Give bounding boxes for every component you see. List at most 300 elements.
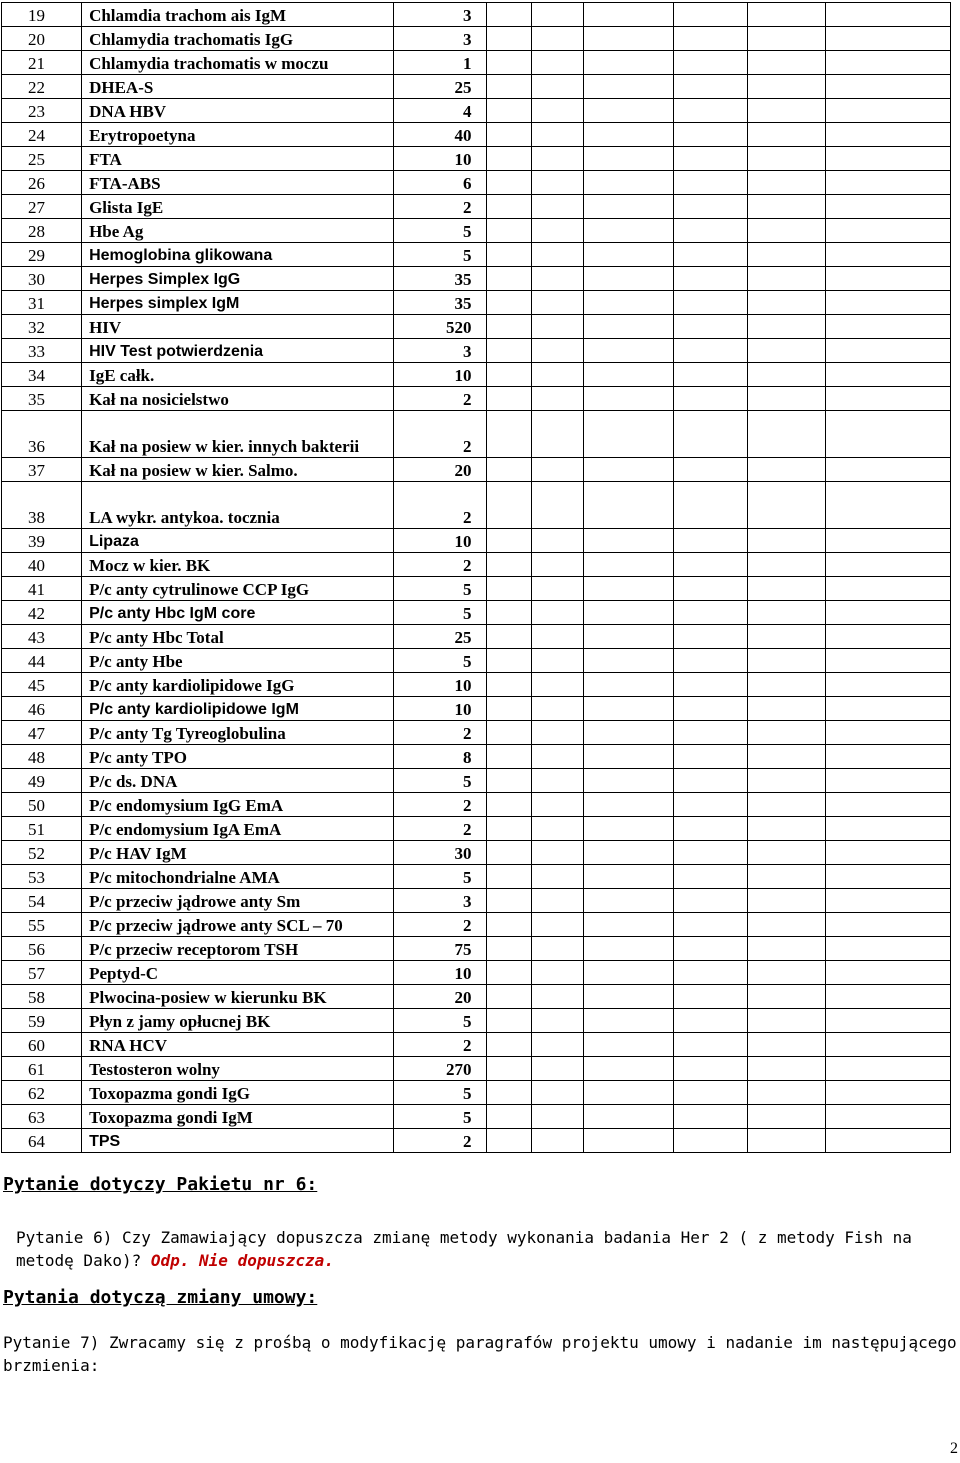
row-number: 50 [2,793,82,817]
test-quantity: 5 [394,1009,486,1033]
empty-cell [747,841,825,865]
empty-cell [486,1129,531,1153]
empty-cell [583,1033,673,1057]
test-name: Erytropoetyna [82,123,394,147]
empty-cell [747,865,825,889]
empty-cell [486,553,531,577]
test-quantity: 5 [394,601,486,625]
test-name: Toxopazma gondi IgM [82,1105,394,1129]
empty-cell [486,27,531,51]
row-number: 22 [2,75,82,99]
table-row [2,315,951,339]
empty-cell [583,1129,673,1153]
table-row [2,649,951,673]
empty-cell [486,123,531,147]
test-quantity: 40 [394,123,486,147]
test-quantity: 2 [394,387,486,411]
row-number: 32 [2,315,82,339]
empty-cell [747,3,825,27]
empty-cell [747,793,825,817]
table-row [2,1009,951,1033]
empty-cell [583,769,673,793]
test-name: Chlamydia trachomatis w moczu [82,51,394,75]
empty-cell [673,27,747,51]
row-number: 46 [2,697,82,721]
empty-cell [486,99,531,123]
table-row [2,3,951,27]
empty-cell [583,961,673,985]
empty-cell [486,195,531,219]
empty-cell [486,577,531,601]
empty-cell [583,697,673,721]
row-number: 37 [2,458,82,482]
test-name: Kał na nosicielstwo [82,387,394,411]
test-quantity: 10 [394,961,486,985]
empty-cell [673,411,747,458]
empty-cell [486,745,531,769]
empty-cell [486,913,531,937]
test-name: Hemoglobina glikowana [82,243,394,267]
empty-cell [531,553,583,577]
test-quantity: 5 [394,649,486,673]
empty-cell [673,3,747,27]
empty-cell [486,482,531,529]
table-row [2,937,951,961]
test-name: P/c ds. DNA [82,769,394,793]
row-number: 63 [2,1105,82,1129]
empty-cell [486,793,531,817]
empty-cell [673,985,747,1009]
empty-cell [531,315,583,339]
table-row [2,1081,951,1105]
empty-cell [673,458,747,482]
table-row [2,961,951,985]
table-row [2,1057,951,1081]
empty-cell [583,75,673,99]
table-row [2,769,951,793]
empty-cell [747,1033,825,1057]
test-quantity: 2 [394,411,486,458]
empty-cell [825,745,950,769]
table-row [2,553,951,577]
row-number: 40 [2,553,82,577]
row-number: 30 [2,267,82,291]
empty-cell [825,51,950,75]
empty-cell [673,195,747,219]
test-quantity: 10 [394,673,486,697]
row-number: 41 [2,577,82,601]
test-quantity: 3 [394,27,486,51]
test-quantity: 25 [394,75,486,99]
empty-cell [583,529,673,553]
empty-cell [825,387,950,411]
empty-cell [825,147,950,171]
empty-cell [486,51,531,75]
empty-cell [747,649,825,673]
table-row [2,411,951,458]
empty-cell [673,1081,747,1105]
table-row [2,817,951,841]
empty-cell [825,243,950,267]
empty-cell [673,817,747,841]
table-row [2,147,951,171]
empty-cell [673,123,747,147]
empty-cell [747,411,825,458]
empty-cell [583,147,673,171]
empty-cell [747,697,825,721]
test-quantity: 20 [394,985,486,1009]
empty-cell [673,387,747,411]
test-quantity: 10 [394,147,486,171]
empty-cell [747,769,825,793]
empty-cell [825,1057,950,1081]
empty-cell [531,817,583,841]
empty-cell [747,27,825,51]
empty-cell [486,625,531,649]
empty-cell [673,339,747,363]
empty-cell [673,482,747,529]
table-row [2,482,951,529]
empty-cell [531,649,583,673]
empty-cell [747,889,825,913]
test-quantity: 10 [394,697,486,721]
empty-cell [673,913,747,937]
section-heading-package-6: Pytanie dotyczy Pakietu nr 6: [3,1174,318,1195]
empty-cell [825,937,950,961]
empty-cell [747,817,825,841]
test-name: TPS [82,1129,394,1153]
empty-cell [531,769,583,793]
empty-cell [825,195,950,219]
question-6-answer: Odp. Nie dopuszcza. [150,1251,334,1270]
table-row [2,267,951,291]
empty-cell [583,27,673,51]
empty-cell [531,219,583,243]
empty-cell [825,267,950,291]
test-name: Chlamydia trachomatis IgG [82,27,394,51]
table-row [2,387,951,411]
table-row [2,673,951,697]
test-name: Hbe Ag [82,219,394,243]
empty-cell [673,865,747,889]
empty-cell [747,75,825,99]
empty-cell [531,387,583,411]
table-row [2,99,951,123]
empty-cell [531,721,583,745]
empty-cell [825,793,950,817]
empty-cell [825,1033,950,1057]
empty-cell [486,673,531,697]
table-row [2,577,951,601]
empty-cell [531,51,583,75]
test-name: HIV Test potwierdzenia [82,339,394,363]
test-name: Herpes Simplex IgG [82,267,394,291]
empty-cell [825,315,950,339]
test-quantity: 1 [394,51,486,75]
test-quantity: 2 [394,1129,486,1153]
empty-cell [825,913,950,937]
empty-cell [747,1129,825,1153]
empty-cell [486,601,531,625]
test-quantity: 30 [394,841,486,865]
empty-cell [747,387,825,411]
row-number: 60 [2,1033,82,1057]
test-name: P/c anty kardiolipidowe IgM [82,697,394,721]
test-quantity: 5 [394,769,486,793]
question-7-text: Pytanie 7) Zwracamy się z prośbą o modyfikację paragrafów projektu umowy i nadanie im następującego brzmienia: [3,1333,957,1375]
empty-cell [486,219,531,243]
empty-cell [531,1033,583,1057]
empty-cell [583,817,673,841]
empty-cell [531,529,583,553]
table-row [2,697,951,721]
row-number: 48 [2,745,82,769]
test-quantity: 5 [394,219,486,243]
empty-cell [531,1105,583,1129]
empty-cell [486,411,531,458]
empty-cell [531,123,583,147]
empty-cell [583,913,673,937]
test-name: IgE całk. [82,363,394,387]
test-name: Plwocina-posiew w kierunku BK [82,985,394,1009]
empty-cell [825,601,950,625]
row-number: 20 [2,27,82,51]
empty-cell [531,363,583,387]
test-name: P/c przeciw jądrowe anty Sm [82,889,394,913]
row-number: 61 [2,1057,82,1081]
test-quantity: 520 [394,315,486,339]
row-number: 59 [2,1009,82,1033]
test-name: Herpes simplex IgM [82,291,394,315]
row-number: 53 [2,865,82,889]
empty-cell [747,625,825,649]
empty-cell [583,411,673,458]
test-name: LA wykr. antykoa. tocznia [82,482,394,529]
test-quantity: 75 [394,937,486,961]
empty-cell [486,363,531,387]
empty-cell [673,697,747,721]
test-name: FTA-ABS [82,171,394,195]
row-number: 55 [2,913,82,937]
empty-cell [531,577,583,601]
empty-cell [486,267,531,291]
row-number: 47 [2,721,82,745]
empty-cell [825,529,950,553]
table-row [2,1129,951,1153]
empty-cell [486,649,531,673]
empty-cell [747,123,825,147]
empty-cell [673,961,747,985]
empty-cell [486,889,531,913]
table-row [2,841,951,865]
empty-cell [583,601,673,625]
empty-cell [486,1081,531,1105]
row-number: 25 [2,147,82,171]
empty-cell [486,961,531,985]
empty-cell [825,1129,950,1153]
empty-cell [747,219,825,243]
table-row [2,291,951,315]
table-row [2,529,951,553]
empty-cell [825,1081,950,1105]
empty-cell [583,1105,673,1129]
empty-cell [531,697,583,721]
empty-cell [673,171,747,195]
empty-cell [747,985,825,1009]
empty-cell [531,937,583,961]
row-number: 42 [2,601,82,625]
table-row [2,625,951,649]
empty-cell [825,482,950,529]
test-quantity: 5 [394,1081,486,1105]
empty-cell [825,769,950,793]
table-row [2,601,951,625]
empty-cell [531,339,583,363]
test-name: RNA HCV [82,1033,394,1057]
empty-cell [825,123,950,147]
empty-cell [583,889,673,913]
empty-cell [531,147,583,171]
empty-cell [531,985,583,1009]
test-quantity: 2 [394,913,486,937]
test-quantity: 5 [394,1105,486,1129]
empty-cell [673,625,747,649]
empty-cell [673,291,747,315]
empty-cell [747,482,825,529]
empty-cell [486,817,531,841]
empty-cell [486,3,531,27]
empty-cell [531,865,583,889]
empty-cell [747,601,825,625]
table-row [2,219,951,243]
empty-cell [583,793,673,817]
table-row [2,721,951,745]
empty-cell [747,243,825,267]
test-quantity: 2 [394,1033,486,1057]
empty-cell [747,291,825,315]
empty-cell [583,243,673,267]
empty-cell [673,1057,747,1081]
empty-cell [747,315,825,339]
empty-cell [583,458,673,482]
test-name: Płyn z jamy opłucnej BK [82,1009,394,1033]
test-quantity: 270 [394,1057,486,1081]
empty-cell [673,577,747,601]
empty-cell [747,529,825,553]
empty-cell [747,673,825,697]
test-quantity: 3 [394,889,486,913]
empty-cell [825,171,950,195]
test-quantity: 2 [394,793,486,817]
row-number: 27 [2,195,82,219]
empty-cell [583,482,673,529]
empty-cell [531,793,583,817]
test-quantity: 10 [394,363,486,387]
page-number: 2 [950,1440,958,1457]
empty-cell [825,339,950,363]
empty-cell [673,673,747,697]
empty-cell [531,458,583,482]
row-number: 23 [2,99,82,123]
empty-cell [747,1057,825,1081]
row-number: 34 [2,363,82,387]
empty-cell [673,937,747,961]
empty-cell [673,75,747,99]
empty-cell [825,99,950,123]
empty-cell [531,1081,583,1105]
empty-cell [825,865,950,889]
test-name: DHEA-S [82,75,394,99]
row-number: 57 [2,961,82,985]
test-quantity: 2 [394,195,486,219]
empty-cell [583,387,673,411]
test-quantity: 35 [394,291,486,315]
empty-cell [486,1105,531,1129]
test-name: Peptyd-C [82,961,394,985]
empty-cell [486,865,531,889]
empty-cell [531,889,583,913]
question-6-text: Pytanie 6) Czy Zamawiający dopuszcza zmianę metody wykonania badania Her 2 ( z metody Fish na metodę Dako)? [16,1228,912,1270]
row-number: 33 [2,339,82,363]
empty-cell [747,147,825,171]
empty-cell [673,1033,747,1057]
test-quantity: 6 [394,171,486,195]
empty-cell [747,937,825,961]
row-number: 64 [2,1129,82,1153]
section-heading-contract-changes: Pytania dotyczą zmiany umowy: [3,1287,318,1308]
test-quantity: 8 [394,745,486,769]
test-name: Kał na posiew w kier. Salmo. [82,458,394,482]
row-number: 31 [2,291,82,315]
test-quantity: 10 [394,529,486,553]
test-quantity: 4 [394,99,486,123]
test-name: P/c anty cytrulinowe CCP IgG [82,577,394,601]
empty-cell [747,51,825,75]
table-row [2,243,951,267]
empty-cell [825,411,950,458]
test-name: Chlamdia trachom ais IgM [82,3,394,27]
empty-cell [583,673,673,697]
empty-cell [825,1105,950,1129]
test-quantity: 5 [394,243,486,267]
empty-cell [825,291,950,315]
row-number: 28 [2,219,82,243]
empty-cell [583,267,673,291]
empty-cell [486,458,531,482]
table-row [2,458,951,482]
empty-cell [747,553,825,577]
table-row [2,363,951,387]
empty-cell [673,267,747,291]
table-row [2,171,951,195]
empty-cell [673,721,747,745]
empty-cell [583,99,673,123]
empty-cell [673,529,747,553]
empty-cell [486,841,531,865]
empty-cell [531,267,583,291]
table-row [2,123,951,147]
test-quantity: 5 [394,577,486,601]
empty-cell [583,553,673,577]
empty-cell [486,769,531,793]
test-name: P/c endomysium IgG EmA [82,793,394,817]
empty-cell [825,27,950,51]
empty-cell [583,721,673,745]
empty-cell [583,625,673,649]
empty-cell [825,697,950,721]
empty-cell [531,1129,583,1153]
table-row [2,27,951,51]
